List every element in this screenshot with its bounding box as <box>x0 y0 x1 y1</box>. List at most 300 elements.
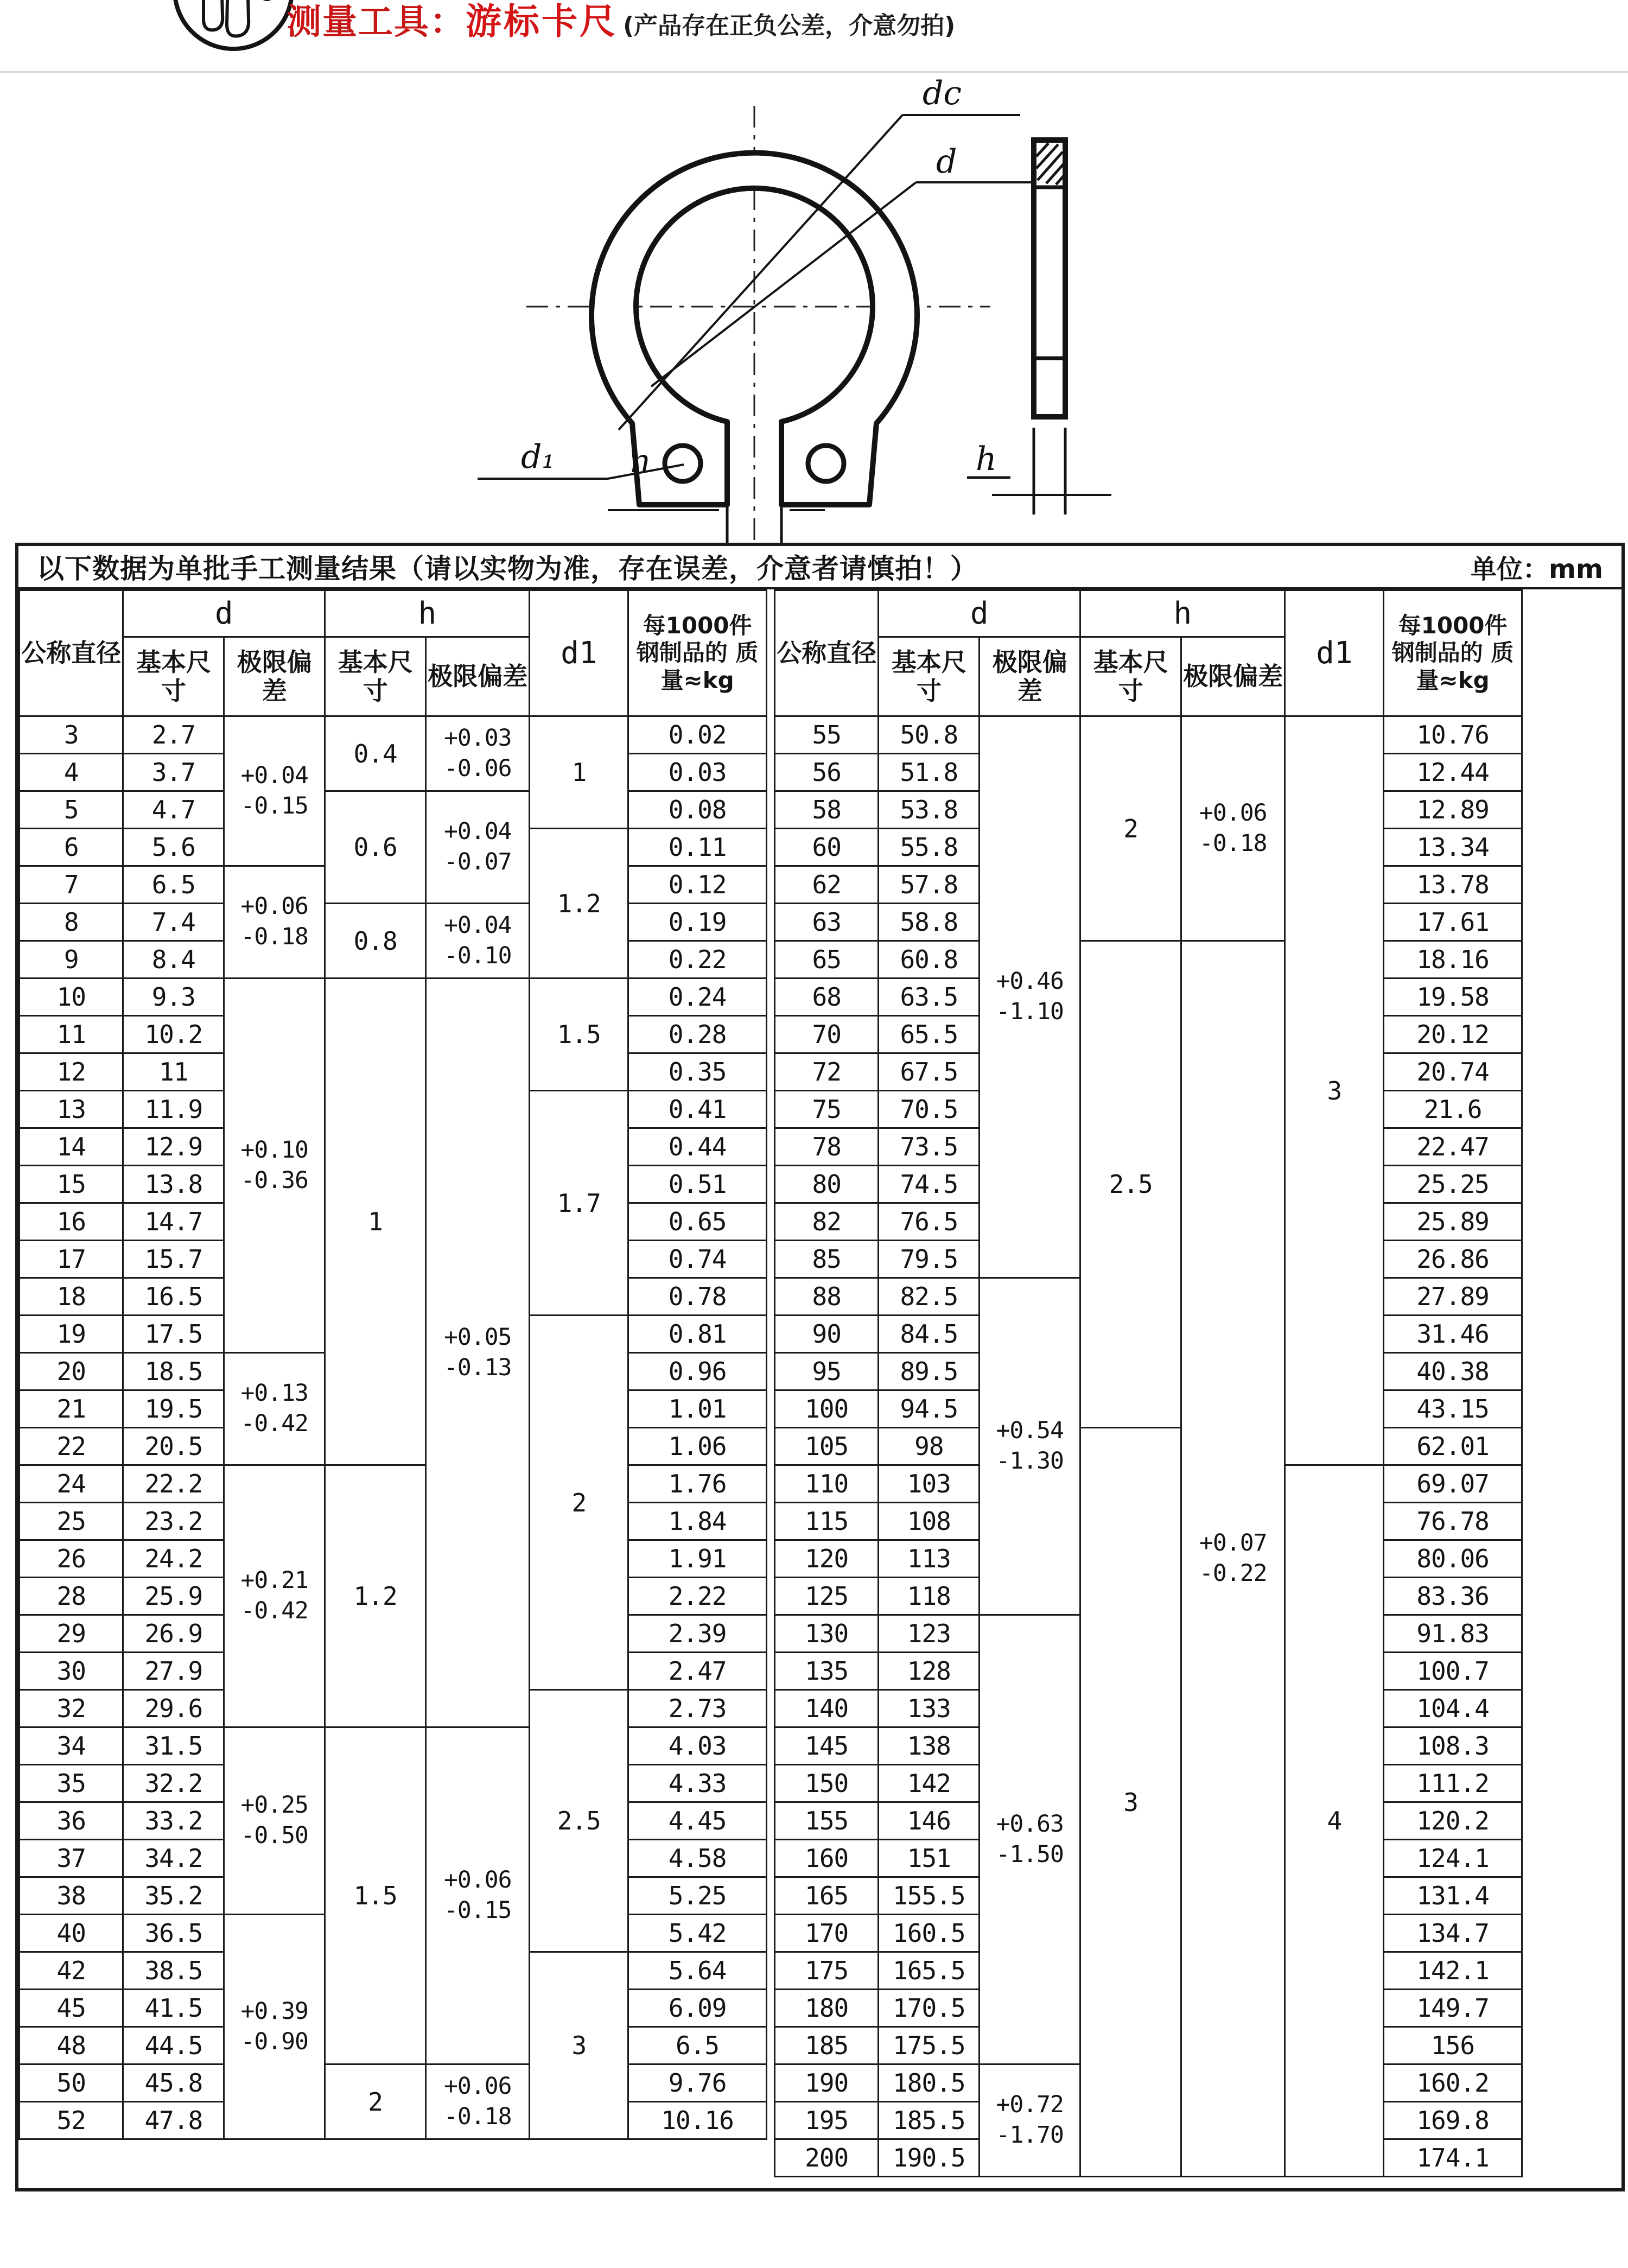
spec-cell-dia: 75 <box>775 1091 879 1128</box>
spec-cell-num: 3 <box>1285 716 1384 1465</box>
spec-cell-num: 2.7 <box>123 716 224 754</box>
spec-cell-num: 1.84 <box>628 1503 767 1540</box>
circlip-diagram <box>445 76 1150 554</box>
spec-cell-num: 0.22 <box>628 941 767 979</box>
spec-cell-num: 10.2 <box>123 1016 224 1053</box>
spec-cell-num: 12.44 <box>1384 754 1522 791</box>
spec-cell-num: 6.5 <box>628 2027 767 2064</box>
spec-cell-num: 6.09 <box>628 1990 767 2027</box>
spec-cell-dia: 45 <box>20 1990 123 2027</box>
spec-cell-dia: 34 <box>20 1727 123 1765</box>
spec-cell-num: 180.5 <box>879 2064 980 2102</box>
label-d1: d₁ <box>521 438 555 476</box>
lug-hole-left <box>665 446 701 481</box>
circlip-side-view <box>967 140 1111 514</box>
spec-cell-num: 0.12 <box>628 866 767 904</box>
spec-cell-dia: 6 <box>20 829 123 866</box>
spec-cell-num: 2 <box>530 1316 628 1690</box>
spec-cell-dia: 120 <box>775 1540 879 1578</box>
logo-figure-right-leg <box>227 0 249 36</box>
spec-cell-num: 25.25 <box>1384 1166 1522 1203</box>
spec-cell-num: 45.8 <box>123 2064 224 2102</box>
spec-cell-num: 4 <box>1285 1465 1384 2177</box>
spec-cell-dia: 4 <box>20 754 123 791</box>
spec-cell-num: 131.4 <box>1384 1877 1522 1915</box>
spec-cell-dia: 9 <box>20 941 123 979</box>
spec-cell-tol: +0.05 -0.13 <box>426 979 530 1727</box>
spec-cell-num: 151 <box>879 1840 980 1877</box>
divider <box>0 71 1628 73</box>
spec-cell-tol: +0.06 -0.18 <box>1181 716 1285 941</box>
spec-cell-num: 0.44 <box>628 1128 767 1166</box>
spec-cell-num: 4.03 <box>628 1727 767 1765</box>
spec-cell-num: 16.5 <box>123 1278 224 1316</box>
label-d: d <box>936 143 957 181</box>
spec-cell-num: 108 <box>879 1503 980 1540</box>
spec-cell-num: 19.5 <box>123 1390 224 1428</box>
spec-cell-num: 82.5 <box>879 1278 980 1316</box>
spec-cell-num: 44.5 <box>123 2027 224 2064</box>
spec-cell-dia: 25 <box>20 1503 123 1540</box>
spec-row <box>775 716 1522 754</box>
spec-cell-dia: 58 <box>775 791 879 829</box>
spec-cell-num: 29.6 <box>123 1690 224 1727</box>
table-header <box>20 590 767 716</box>
spec-cell-num: 33.2 <box>123 1802 224 1840</box>
spec-cell-num: 2.5 <box>1080 941 1181 1428</box>
spec-cell-num: 67.5 <box>879 1053 980 1091</box>
spec-cell-num: 13.78 <box>1384 866 1522 904</box>
label-dc: dc <box>923 76 962 112</box>
spec-cell-num: 0.41 <box>628 1091 767 1128</box>
spec-cell-num: 23.2 <box>123 1503 224 1540</box>
spec-cell-tol: +0.03 -0.06 <box>426 716 530 791</box>
spec-cell-num: 1.01 <box>628 1390 767 1428</box>
spec-cell-num: 76.78 <box>1384 1503 1522 1540</box>
spec-cell-dia: 88 <box>775 1278 879 1316</box>
spec-cell-tol: +0.10 -0.36 <box>224 979 325 1353</box>
spec-cell-dia: 55 <box>775 716 879 754</box>
spec-cell-dia: 28 <box>20 1578 123 1615</box>
spec-cell-tol: +0.46 -1.10 <box>980 716 1080 1278</box>
spec-cell-dia: 14 <box>20 1128 123 1166</box>
spec-cell-num: 31.5 <box>123 1727 224 1765</box>
header-d-group: d <box>123 590 325 637</box>
spec-cell-dia: 95 <box>775 1353 879 1390</box>
right-table-body <box>775 716 1522 2177</box>
spec-cell-num: 1.06 <box>628 1428 767 1465</box>
spec-cell-num: 40.38 <box>1384 1353 1522 1390</box>
spec-cell-num: 0.24 <box>628 979 767 1016</box>
spec-cell-num: 1.91 <box>628 1540 767 1578</box>
spec-cell-dia: 7 <box>20 866 123 904</box>
spec-cell-dia: 22 <box>20 1428 123 1465</box>
spec-cell-tol: +0.39 -0.90 <box>224 1915 325 2139</box>
spec-cell-num: 6.5 <box>123 866 224 904</box>
spec-cell-dia: 135 <box>775 1653 879 1690</box>
spec-cell-num: 65.5 <box>879 1016 980 1053</box>
label-n: n <box>629 442 651 480</box>
spec-cell-num: 0.02 <box>628 716 767 754</box>
spec-cell-num: 22.2 <box>123 1465 224 1503</box>
spec-cell-num: 156 <box>1384 2027 1522 2064</box>
spec-cell-dia: 5 <box>20 791 123 829</box>
spec-cell-dia: 160 <box>775 1840 879 1877</box>
spec-cell-num: 5.25 <box>628 1877 767 1915</box>
spec-cell-dia: 165 <box>775 1877 879 1915</box>
spec-cell-dia: 170 <box>775 1915 879 1952</box>
spec-cell-dia: 78 <box>775 1128 879 1166</box>
spec-cell-num: 1.7 <box>530 1091 628 1316</box>
spec-cell-dia: 48 <box>20 2027 123 2064</box>
spec-cell-num: 58.8 <box>879 904 980 941</box>
spec-cell-num: 142.1 <box>1384 1952 1522 1990</box>
tables-row <box>18 589 1621 2177</box>
spec-cell-num: 1.5 <box>325 1727 426 2064</box>
spec-cell-dia: 90 <box>775 1316 879 1353</box>
spec-cell-dia: 17 <box>20 1241 123 1278</box>
spec-cell-num: 120.2 <box>1384 1802 1522 1840</box>
spec-cell-dia: 70 <box>775 1016 879 1053</box>
spec-cell-num: 80.06 <box>1384 1540 1522 1578</box>
spec-cell-dia: 65 <box>775 941 879 979</box>
spec-cell-dia: 140 <box>775 1690 879 1727</box>
spec-cell-dia: 40 <box>20 1915 123 1952</box>
spec-row <box>20 1465 767 1503</box>
spec-cell-num: 51.8 <box>879 754 980 791</box>
lug-hole-right <box>808 446 844 481</box>
spec-cell-dia: 150 <box>775 1765 879 1802</box>
spec-cell-num: 165.5 <box>879 1952 980 1990</box>
spec-row <box>20 1727 767 1765</box>
spec-cell-num: 27.9 <box>123 1653 224 1690</box>
header-basic-d: 基本尺寸 <box>879 637 980 716</box>
spec-row <box>20 979 767 1016</box>
spec-cell-num: 35.2 <box>123 1877 224 1915</box>
spec-cell-num: 0.78 <box>628 1278 767 1316</box>
spec-cell-num: 47.8 <box>123 2102 224 2139</box>
spec-cell-num: 0.08 <box>628 791 767 829</box>
spec-cell-num: 104.4 <box>1384 1690 1522 1727</box>
spec-cell-num: 21.6 <box>1384 1091 1522 1128</box>
spec-cell-num: 149.7 <box>1384 1990 1522 2027</box>
spec-cell-dia: 24 <box>20 1465 123 1503</box>
spec-cell-num: 0.28 <box>628 1016 767 1053</box>
spec-cell-num: 20.5 <box>123 1428 224 1465</box>
spec-cell-tol: +0.72 -1.70 <box>980 2064 1080 2177</box>
logo-figure-left-leg <box>204 0 222 30</box>
spec-cell-num: 18.5 <box>123 1353 224 1390</box>
spec-cell-num: 27.89 <box>1384 1278 1522 1316</box>
spec-cell-tol: +0.54 -1.30 <box>980 1278 1080 1615</box>
spec-cell-num: 0.51 <box>628 1166 767 1203</box>
header-tolerance-h: 极限偏差 <box>426 637 530 716</box>
header-weight: 每1000件 钢制品的 质量≈kg <box>628 590 767 716</box>
spec-cell-num: 155.5 <box>879 1877 980 1915</box>
spec-cell-dia: 125 <box>775 1578 879 1615</box>
spec-cell-num: 0.03 <box>628 754 767 791</box>
spec-cell-num: 108.3 <box>1384 1727 1522 1765</box>
spec-cell-dia: 11 <box>20 1016 123 1053</box>
spec-cell-num: 100.7 <box>1384 1653 1522 1690</box>
spec-cell-dia: 145 <box>775 1727 879 1765</box>
spec-cell-dia: 110 <box>775 1465 879 1503</box>
spec-cell-dia: 100 <box>775 1390 879 1428</box>
spec-cell-tol: +0.25 -0.50 <box>224 1727 325 1915</box>
header-d1: d1 <box>1285 590 1384 716</box>
spec-cell-dia: 21 <box>20 1390 123 1428</box>
spec-cell-tol: +0.04 -0.10 <box>426 904 530 979</box>
spec-cell-num: 0.6 <box>325 791 426 904</box>
spec-cell-tol: +0.06 -0.15 <box>426 1727 530 2064</box>
spec-cell-dia: 3 <box>20 716 123 754</box>
spec-cell-dia: 20 <box>20 1353 123 1390</box>
spec-cell-num: 17.5 <box>123 1316 224 1353</box>
spec-cell-num: 0.96 <box>628 1353 767 1390</box>
spec-cell-dia: 15 <box>20 1166 123 1203</box>
spec-cell-num: 57.8 <box>879 866 980 904</box>
spec-cell-num: 60.8 <box>879 941 980 979</box>
spec-cell-num: 25.89 <box>1384 1203 1522 1241</box>
spec-cell-num: 26.9 <box>123 1615 224 1653</box>
spec-cell-num: 11 <box>123 1053 224 1091</box>
spec-cell-num: 118 <box>879 1578 980 1615</box>
label-h: h <box>976 440 997 478</box>
spec-cell-num: 24.2 <box>123 1540 224 1578</box>
spec-cell-num: 124.1 <box>1384 1840 1522 1877</box>
spec-cell-num: 170.5 <box>879 1990 980 2027</box>
spec-cell-num: 50.8 <box>879 716 980 754</box>
header-nominal: 公称直径 <box>20 590 123 716</box>
spec-cell-num: 62.01 <box>1384 1428 1522 1465</box>
spec-cell-dia: 68 <box>775 979 879 1016</box>
spec-cell-dia: 80 <box>775 1166 879 1203</box>
brand-logo <box>163 0 304 81</box>
spec-cell-dia: 26 <box>20 1540 123 1578</box>
spec-cell-num: 1 <box>325 979 426 1465</box>
spec-cell-dia: 155 <box>775 1802 879 1840</box>
left-table-body <box>20 716 767 2139</box>
spec-cell-num: 2.47 <box>628 1653 767 1690</box>
spec-cell-num: 113 <box>879 1540 980 1578</box>
spec-cell-dia: 63 <box>775 904 879 941</box>
spec-cell-num: 9.76 <box>628 2064 767 2102</box>
spec-cell-num: 0.4 <box>325 716 426 791</box>
spec-cell-dia: 130 <box>775 1615 879 1653</box>
header-basic-h: 基本尺寸 <box>325 637 426 716</box>
note-text: 以下数据为单批手工测量结果（请以实物为准，存在误差，介意者请慎拍！） <box>37 553 978 585</box>
spec-cell-num: 5.64 <box>628 1952 767 1990</box>
spec-row <box>20 904 767 941</box>
spec-cell-num: 7.4 <box>123 904 224 941</box>
spec-cell-num: 160.2 <box>1384 2064 1522 2102</box>
spec-cell-num: 18.16 <box>1384 941 1522 979</box>
spec-cell-tol: +0.06 -0.18 <box>426 2064 530 2139</box>
table-header <box>775 590 1522 716</box>
spec-cell-num: 36.5 <box>123 1915 224 1952</box>
spec-cell-num: 169.8 <box>1384 2102 1522 2139</box>
spec-cell-num: 160.5 <box>879 1915 980 1952</box>
spec-cell-dia: 190 <box>775 2064 879 2102</box>
spec-cell-num: 32.2 <box>123 1765 224 1802</box>
spec-cell-dia: 36 <box>20 1802 123 1840</box>
spec-cell-dia: 175 <box>775 1952 879 1990</box>
spec-cell-num: 2.73 <box>628 1690 767 1727</box>
header-weight: 每1000件 钢制品的 质量≈kg <box>1384 590 1522 716</box>
data-frame <box>15 543 1625 2191</box>
spec-cell-num: 2 <box>1080 716 1181 941</box>
spec-cell-dia: 38 <box>20 1877 123 1915</box>
header-h-group: h <box>325 590 530 637</box>
spec-cell-dia: 185 <box>775 2027 879 2064</box>
title-suffix: (产品存在正负公差，介意勿拍) <box>623 12 956 40</box>
spec-cell-num: 12.89 <box>1384 791 1522 829</box>
spec-cell-num: 103 <box>879 1465 980 1503</box>
spec-cell-num: 2 <box>325 2064 426 2139</box>
spec-cell-num: 8.4 <box>123 941 224 979</box>
spec-cell-dia: 72 <box>775 1053 879 1091</box>
spec-cell-dia: 8 <box>20 904 123 941</box>
spec-cell-dia: 12 <box>20 1053 123 1091</box>
header-d1: d1 <box>530 590 628 716</box>
header-tolerance-h: 极限偏差 <box>1181 637 1285 716</box>
spec-cell-dia: 18 <box>20 1278 123 1316</box>
spec-cell-num: 91.83 <box>1384 1615 1522 1653</box>
spec-cell-dia: 62 <box>775 866 879 904</box>
spec-cell-dia: 180 <box>775 1990 879 2027</box>
spec-cell-num: 175.5 <box>879 2027 980 2064</box>
spec-cell-num: 79.5 <box>879 1241 980 1278</box>
spec-cell-num: 19.58 <box>1384 979 1522 1016</box>
spec-cell-dia: 85 <box>775 1241 879 1278</box>
spec-cell-num: 43.15 <box>1384 1390 1522 1428</box>
spec-cell-num: 5.6 <box>123 829 224 866</box>
title-prefix: 测量工具： <box>287 2 466 42</box>
spec-cell-tol: +0.13 -0.42 <box>224 1353 325 1465</box>
spec-cell-num: 83.36 <box>1384 1578 1522 1615</box>
page-title <box>287 0 955 44</box>
spec-cell-dia: 10 <box>20 979 123 1016</box>
spec-cell-num: 1 <box>530 716 628 829</box>
header-nominal: 公称直径 <box>775 590 879 716</box>
spec-cell-num: 3 <box>530 1952 628 2139</box>
spec-cell-dia: 52 <box>20 2102 123 2139</box>
spec-cell-num: 13.34 <box>1384 829 1522 866</box>
spec-cell-num: 190.5 <box>879 2139 980 2177</box>
spec-cell-num: 10.76 <box>1384 716 1522 754</box>
spec-cell-num: 123 <box>879 1615 980 1653</box>
spec-cell-num: 20.12 <box>1384 1016 1522 1053</box>
spec-cell-num: 4.33 <box>628 1765 767 1802</box>
spec-table-left <box>18 589 767 2140</box>
spec-table-right <box>774 589 1523 2177</box>
spec-cell-dia: 82 <box>775 1203 879 1241</box>
spec-cell-num: 5.42 <box>628 1915 767 1952</box>
spec-cell-num: 73.5 <box>879 1128 980 1166</box>
spec-cell-num: 0.81 <box>628 1316 767 1353</box>
spec-cell-num: 12.9 <box>123 1128 224 1166</box>
spec-cell-num: 111.2 <box>1384 1765 1522 1802</box>
spec-cell-num: 146 <box>879 1802 980 1840</box>
spec-cell-num: 11.9 <box>123 1091 224 1128</box>
header-h-group: h <box>1080 590 1285 637</box>
spec-cell-num: 70.5 <box>879 1091 980 1128</box>
spec-cell-num: 20.74 <box>1384 1053 1522 1091</box>
header-tolerance-d: 极限偏差 <box>224 637 325 716</box>
spec-cell-num: 1.2 <box>530 829 628 979</box>
spec-cell-dia: 60 <box>775 829 879 866</box>
unit-label: 单位：mm <box>1470 554 1603 585</box>
spec-cell-num: 76.5 <box>879 1203 980 1241</box>
spec-cell-num: 98 <box>879 1428 980 1465</box>
spec-cell-num: 1.76 <box>628 1465 767 1503</box>
spec-cell-dia: 42 <box>20 1952 123 1990</box>
header-basic-h: 基本尺寸 <box>1080 637 1181 716</box>
spec-cell-dia: 56 <box>775 754 879 791</box>
spec-cell-num: 31.46 <box>1384 1316 1522 1353</box>
spec-cell-num: 53.8 <box>879 791 980 829</box>
spec-cell-num: 26.86 <box>1384 1241 1522 1278</box>
spec-cell-num: 10.16 <box>628 2102 767 2139</box>
spec-cell-num: 25.9 <box>123 1578 224 1615</box>
spec-cell-num: 1.2 <box>325 1465 426 1727</box>
spec-cell-num: 138 <box>879 1727 980 1765</box>
spec-cell-dia: 30 <box>20 1653 123 1690</box>
spec-cell-tol: +0.04 -0.07 <box>426 791 530 904</box>
spec-cell-num: 4.45 <box>628 1802 767 1840</box>
spec-cell-num: 4.7 <box>123 791 224 829</box>
spec-row <box>20 716 767 754</box>
spec-cell-num: 2.39 <box>628 1615 767 1653</box>
spec-cell-num: 134.7 <box>1384 1915 1522 1952</box>
spec-cell-tol: +0.63 -1.50 <box>980 1615 1080 2064</box>
spec-cell-num: 2.22 <box>628 1578 767 1615</box>
spec-cell-num: 3.7 <box>123 754 224 791</box>
header-basic-d: 基本尺寸 <box>123 637 224 716</box>
spec-cell-dia: 115 <box>775 1503 879 1540</box>
spec-cell-dia: 29 <box>20 1615 123 1653</box>
spec-cell-dia: 13 <box>20 1091 123 1128</box>
spec-cell-tol: +0.06 -0.18 <box>224 866 325 979</box>
spec-cell-num: 3 <box>1080 1428 1181 2177</box>
spec-cell-num: 9.3 <box>123 979 224 1016</box>
spec-cell-dia: 19 <box>20 1316 123 1353</box>
spec-cell-num: 89.5 <box>879 1353 980 1390</box>
spec-cell-num: 0.35 <box>628 1053 767 1091</box>
spec-cell-num: 174.1 <box>1384 2139 1522 2177</box>
spec-cell-num: 0.65 <box>628 1203 767 1241</box>
spec-cell-num: 63.5 <box>879 979 980 1016</box>
spec-cell-num: 74.5 <box>879 1166 980 1203</box>
spec-cell-num: 1.5 <box>530 979 628 1091</box>
spec-cell-dia: 37 <box>20 1840 123 1877</box>
spec-cell-num: 0.11 <box>628 829 767 866</box>
spec-cell-num: 38.5 <box>123 1952 224 1990</box>
spec-cell-dia: 35 <box>20 1765 123 1802</box>
spec-cell-num: 84.5 <box>879 1316 980 1353</box>
spec-cell-dia: 50 <box>20 2064 123 2102</box>
spec-cell-num: 133 <box>879 1690 980 1727</box>
spec-cell-dia: 105 <box>775 1428 879 1465</box>
spec-cell-dia: 195 <box>775 2102 879 2139</box>
spec-cell-num: 128 <box>879 1653 980 1690</box>
spec-cell-num: 22.47 <box>1384 1128 1522 1166</box>
spec-cell-num: 2.5 <box>530 1690 628 1952</box>
spec-cell-num: 4.58 <box>628 1840 767 1877</box>
spec-cell-tol: +0.21 -0.42 <box>224 1465 325 1727</box>
spec-cell-num: 34.2 <box>123 1840 224 1877</box>
header-tolerance-d: 极限偏差 <box>980 637 1080 716</box>
